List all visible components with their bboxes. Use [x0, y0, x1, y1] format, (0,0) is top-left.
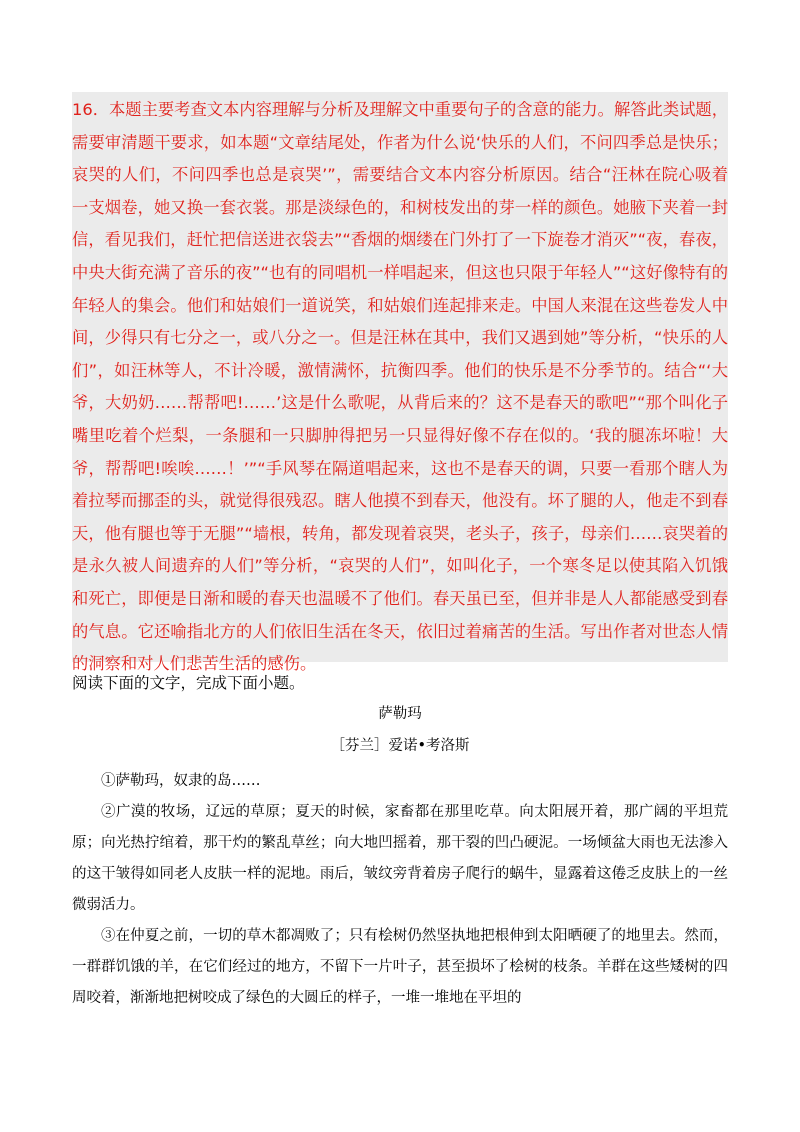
answer-line: 着一支烟卷，她又换一套衣裳。那是淡绿色的，和树枝发出的芽一样的颜色。她腋下夹着一 [72, 165, 728, 217]
answer-line: 好像特有的年轻人的集会。他们和姑娘们一道说笑，和姑娘们连起排来走。中国人来混在这 [72, 262, 728, 315]
story-author: ［芬兰］爱诺•考洛斯 [330, 738, 470, 754]
answer-line: 冬足以使其陷入饥饿和死亡，即便是日渐和暖的春天也温暖不了他们。春天虽已至，但并非 [72, 556, 728, 608]
answer-line: 需要审清题干要求，如本题“文章结尾处，作者为什么说‘快乐的人们，不问四季总是快乐； [72, 132, 728, 152]
reading-instruction: 阅读下面的文字，完成下面小题。 [72, 674, 305, 692]
answer-line: 结合“‘大爷，大奶奶……帮帮吧!……’这是什么歌呢，从背后来的？这不是春天的歌吧” [72, 360, 728, 413]
answer-line: 本题主要考查文本内容理解与分析及理解文中重要句子的含意的能力。解答此类试题， [109, 100, 728, 119]
answer-line: 是人人都能感受到春的气息。它还喻指北方的人们依旧生活在冬天，依旧过着痛苦的生活。 [72, 588, 728, 641]
answer-line: “那个叫化子嘴里吃着个烂梨，一条腿和一只脚肿得把另一只显得好像不存在似的。‘我的 [72, 393, 729, 445]
story-title: 萨勒玛 [378, 706, 422, 722]
answer-line: 哀哭的人们，不问四季也总是哀哭’”，需要结合文本内容分析原因。结合“汪林在院心吸 [72, 165, 712, 185]
answer-line: 人，他走不到春天，他有腿也等于无腿”“墙根，转角，都发现着哀哭，老头子，孩子，母 [72, 491, 728, 543]
story-body [72, 766, 728, 1014]
answer-line: “快乐的人们”，如汪林等人，不计冷暖，激情满怀，抗衡四季。他们的快乐是不分季节的。 [72, 328, 728, 380]
answer-line: 封信，看见我们，赶忙把信送进衣袋去”“香烟的烟缕在门外打了一下旋卷才消灭”“夜， [72, 197, 728, 250]
story-paragraph: ③在仲夏之前，一切的草木都凋败了；只有桧树仍然坚执地把根伸到太阳晒硬了的地里去。然而，一群群饥饿的羊，在它们经过的地方，不留下一片叶子，甚至损坏了桧树的枝条。羊群在这些矮树的四周咬着，渐渐地把树咬成了绿色的大圆丘的样子，一堆一堆地在平坦的 [72, 928, 728, 1006]
story-paragraph: ①萨勒玛，奴隶的岛…… [101, 773, 261, 789]
answer-line: 亲们……哀哭着的是永久被人间遗弃的人们”等分析，“哀哭的人们”，如叫化子，一个寒 [72, 523, 728, 576]
answer-line: 写出作者对世态人情的洞察和对人们悲苦生活的感伤。 [72, 621, 728, 674]
answer-line: 腿冻坏啦！大爷，帮帮吧!唉唉……！’”“手风琴在隔道唱起来，这也不是春天的调，只要 [72, 425, 728, 478]
answer-line: 春夜，中央大街充满了音乐的夜”“也有的同唱机一样唱起来，但这也只限于年轻人”“这 [72, 230, 728, 282]
answer-line: 些卷发人中间，少得只有七分之一，或八分之一。但是汪林在其中，我们又遇到她”等分析， [72, 295, 728, 348]
answer-line: 一看那个瞎人为着拉琴而挪歪的头，就觉得很残忍。瞎人他摸不到春天，他没有。坏了腿的 [72, 458, 728, 511]
question-number: 16． [72, 100, 110, 119]
story-paragraph: ②广漠的牧场，辽远的草原；夏天的时候，家畜都在那里吃草。向太阳展开着，那广阔的平坦荒原；向光热拧绾着，那干灼的繁乱草丝；向大地凹摇着，那干裂的凹凸硬泥。一场倾盆大雨也无法渗入的这干皱得如同老人皮肤一样的泥地。雨后，皱纹旁背着房子爬行的蜗牛，显露着这倦乏皮肤上的一丝微弱活力。 [72, 804, 728, 913]
answer-explanation [72, 94, 728, 681]
